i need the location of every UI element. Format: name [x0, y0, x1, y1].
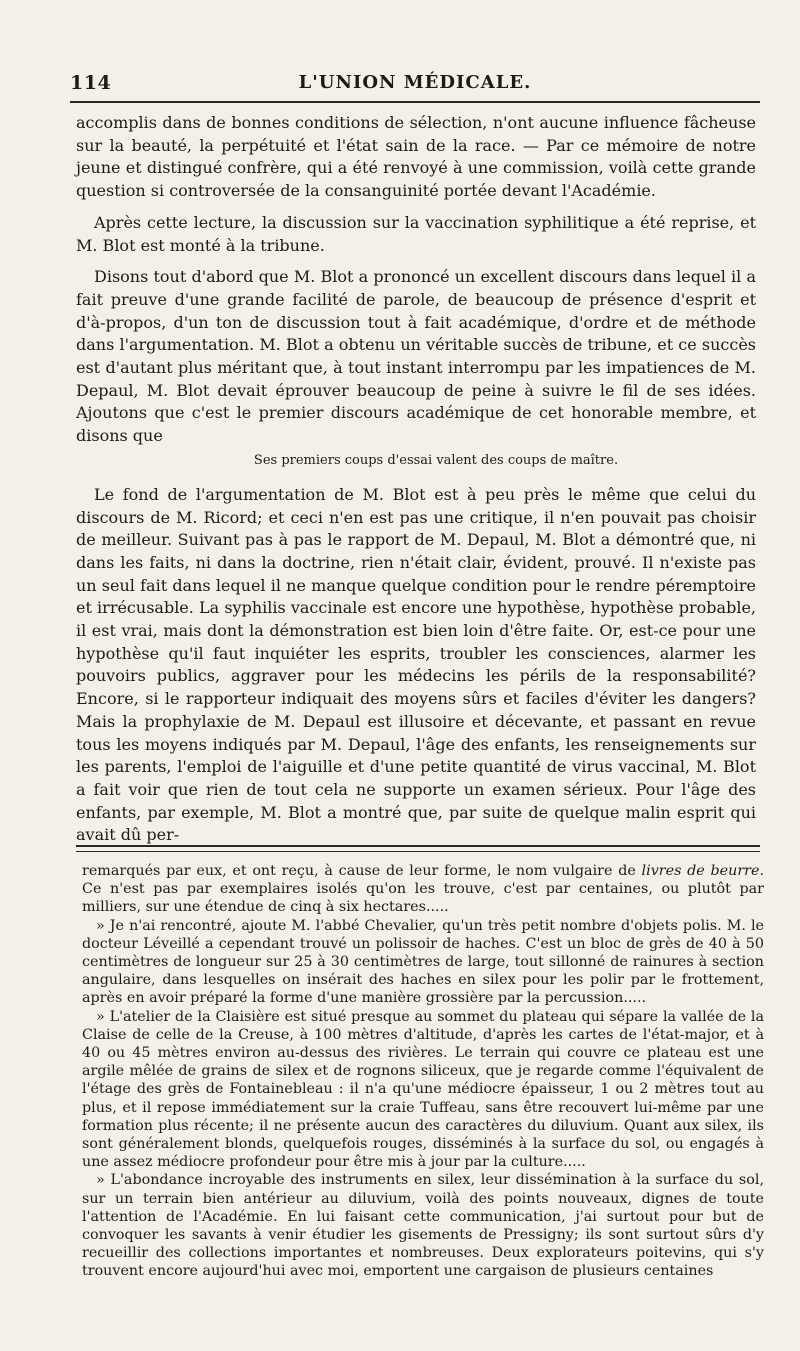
paragraph-blot-discourse: Disons tout d'abord que M. Blot a prononcé un excellent discours dans lequel il a fait preuve d'une grande facilité de parole, de beaucoup de présence d'esprit et d'à-propos, d'un ton de discussion tout à fait académique, d'ordre et de méthode dans l'argumentation. M. Blot a obtenu un véritable succès de tribune, et ce succès est d'autant plus méritant que, à tout instant interrompu par les impatiences de M. Depaul, M. Blot devait éprouver beaucoup de peine à suivre le fil de ses idées. Ajoutons que c'est le premier discours académique de cet honorable membre, et disons que	[76, 267, 756, 446]
verse-quote: Ses premiers coups d'essai valent des coups de maître.	[253, 452, 619, 468]
footnote-paragraph-4: » L'abondance incroyable des instruments en silex, leur dissémination à la surface du sol, sur un terrain bien antérieur au diluvium, voilà des points nouveaux, dignes de toute l'attention de l'Académie. En lui faisant cette communication, j'ai surtout pour but de convoquer les savants à venir étudier les gisements de Pressigny; ils sont surtout sûrs d'y recueillir des collections importantes et nombreuses. Deux explorateurs poitevins, qui s'y trouvent encore aujourd'hui avec moi, emportent une cargaison de plusieurs centaines	[82, 1172, 764, 1280]
footnote-paragraph-1	[82, 862, 764, 917]
main-text	[76, 112, 756, 847]
header-rule	[70, 101, 760, 103]
running-head	[70, 70, 760, 100]
paragraph-argumentation: Le fond de l'argumentation de M. Blot est à peu près le même que celui du discours de M. Ricord; et ceci n'en est pas une critique, il n'en pouvait pas choisir de meilleur. Suivant pas à pas le rapport de M. Depaul, M. Blot a démontré que, ni dans les faits, ni dans la doctrine, rien n'était clair, évident, prouvé. Il n'existe pas un seul fait dans lequel il ne manque quelque condition pour le rendre péremptoire et irrécusable. La syphilis vaccinale est encore une hypothèse, hypothèse probable, il est vrai, mais dont la démonstration est bien loin d'être faite. Or, est-ce pour une hypothèse qu'il faut inquiéter les esprits, troubler les consciences, alarmer les pouvoirs publics, aggraver pour les médecins les périls de la responsabilité? Encore, si le rapporteur indiquait des moyens sûrs et faciles d'éviter les dangers? Mais la prophylaxie de M. Depaul est illusoire et décevante, et passant en revue tous les moyens indiqués par M. Depaul, l'âge des enfants, les renseignements sur les parents, l'emploi de l'aiguille et d'une petite quantité de virus vaccinal, M. Blot a fait voir que rien de tout cela ne supporte un examen sérieux. Pour l'âge des enfants, par exemple, M. Blot a montré que, par suite de quelque malin esprit qui avait dû per-	[76, 484, 756, 845]
paragraph-continuation: accomplis dans de bonnes conditions de sélection, n'ont aucune influence fâcheuse sur la beauté, la perpétuité et l'état sain de la race. — Par ce mémoire de notre jeune et distingué confrère, qui a été renvoyé à une commission, voilà cette grande question si controversée de la consanguinité portée devant l'Académie.	[76, 113, 756, 201]
paragraph-blot-tribune: Après cette lecture, la discussion sur la vaccination syphilitique a été reprise, et M. Blot est monté à la tribune.	[76, 212, 756, 255]
footnote-1-text-b: . Ce n'est pas par exemplaires isolés qu'on les trouve, c'est par centaines, ou plutôt par milliers, sur une étendue de cinq à six hectares.....	[82, 863, 764, 916]
journal-title: L'UNION MÉDICALE.	[298, 72, 532, 93]
footnote-paragraph-2: » Je n'ai rencontré, ajoute M. l'abbé Chevalier, qu'un très petit nombre d'objets polis. M. le docteur Léveillé a cependant trouvé un polissoir de haches. C'est un bloc de grès de 40 à 50 centimètres de longueur sur 25 à 30 centimètres de large, tout sillonné de rainures à section angulaire, dans lesquelles on insérait des haches en silex pour les polir par le frottement, après en avoir préparé la forme d'une manière grossière par la percussion.....	[82, 917, 764, 1007]
footnotes	[82, 862, 764, 1281]
page-number: 114	[70, 72, 112, 94]
footnote-separator	[76, 845, 760, 852]
footnote-paragraph-3: » L'atelier de la Claisière est situé presque au sommet du plateau qui sépare la vallée de la Claise de celle de la Creuse, à 100 mètres d'altitude, d'après les cartes de l'état-major, et à 40 ou 45 mètres environ au-dessus des rivières. Le terrain qui couvre ce plateau est une argile mêlée de grains de silex et de rognons siliceux, que je regarde comme l'équivalent de l'étage des grès de Fontainebleau : il n'a qu'une médiocre épaisseur, 1 ou 2 mètres tout au plus, et il repose immédiatement sur la craie Tuffeau, sans être recouvert lui-même par une formation plus récente; il ne présente aucun des caractères du diluvium. Quant aux silex, ils sont généralement blonds, quelquefois rouges, disséminés à la surface du sol, ou engagés à une assez médiocre profondeur pour être mis à jour par la culture.....	[82, 1008, 764, 1171]
footnote-1-text-a: remarqués par eux, et ont reçu, à cause de leur forme, le nom vulgaire de	[82, 863, 642, 879]
footnote-1-italic-term: livres de beurre	[641, 863, 760, 879]
